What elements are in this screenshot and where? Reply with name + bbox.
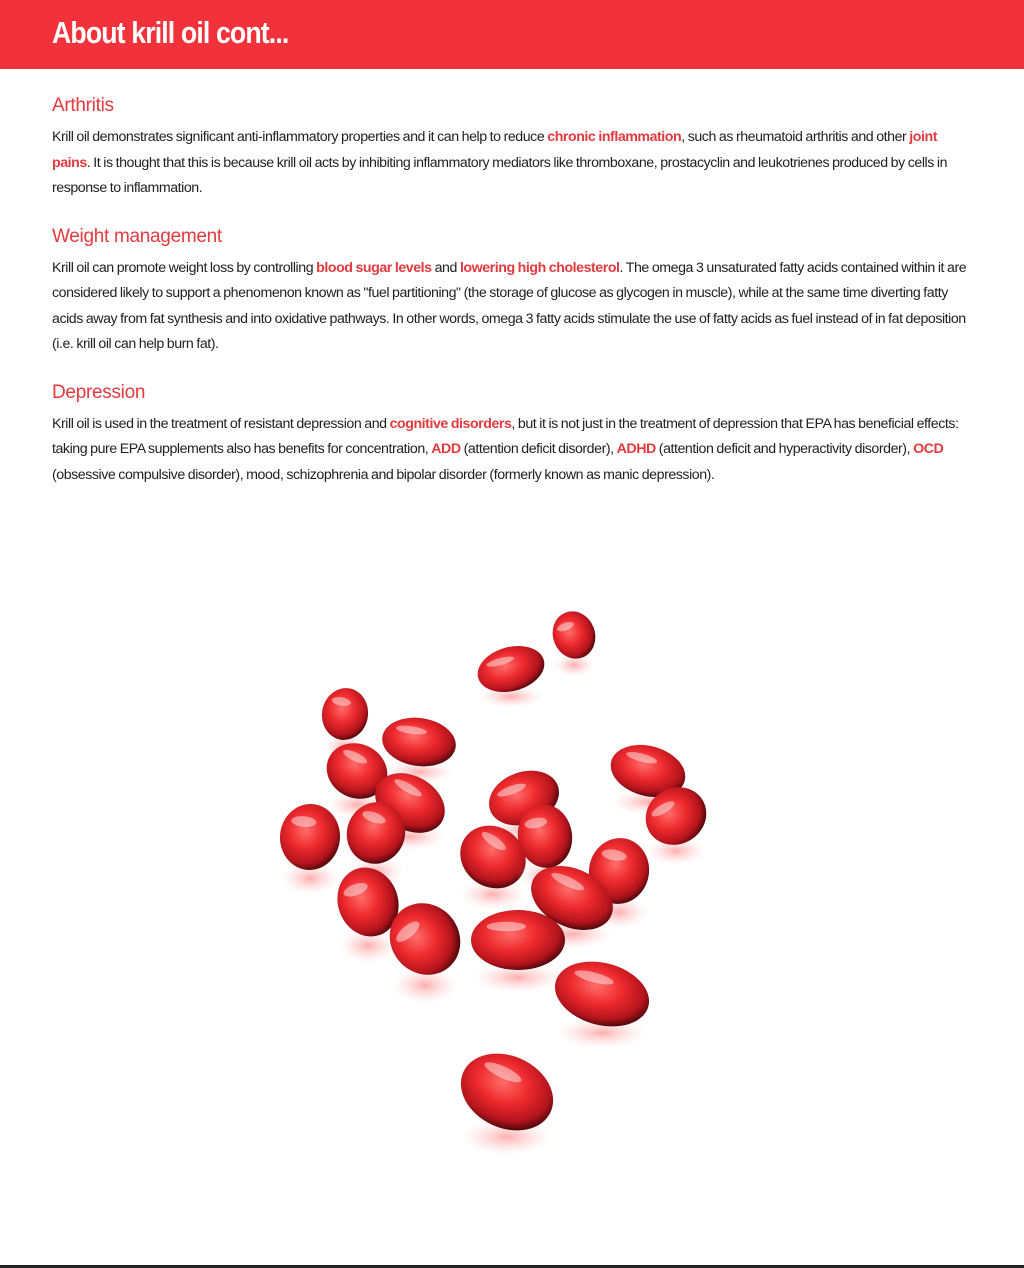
krill-oil-capsules-image (0, 540, 1024, 1260)
page-title: About krill oil cont... (52, 15, 289, 50)
section-heading: Depression (52, 381, 146, 403)
section-weight-management (52, 223, 972, 358)
section-heading: Weight management (52, 225, 222, 247)
highlighted-term: blood sugar levels (316, 259, 432, 276)
section-body (52, 412, 972, 489)
highlighted-term: cognitive disorders (389, 415, 512, 432)
capsule-group (277, 605, 717, 1157)
section-depression (52, 379, 972, 489)
body-text: , such as rheumatoid arthritis and other (681, 129, 910, 145)
section-body (52, 256, 972, 358)
highlighted-term: lowering high cholesterol (459, 259, 620, 276)
body-text: Krill oil is used in the treatment of resistant depression and (52, 415, 390, 432)
page-header (0, 0, 1024, 69)
body-text: (attention deficit disorder), (460, 441, 617, 457)
capsule (546, 605, 602, 664)
body-text: . It is thought that this is because krill oil acts by inhibiting inflammatory mediators like thromboxane, prostacyclin and leukotrienes produced by cells in response to inflammation. (52, 154, 948, 196)
body-text: (obsessive compulsive disorder), mood, schizophrenia and bipolar disorder (formerly known as manic depression). (52, 466, 715, 483)
capsule (318, 684, 372, 743)
section-arthritis (52, 92, 972, 202)
body-text: . The omega 3 unsaturated fatty acids contained within it are considered likely to support a phenomenon known as "fuel partitioning" (the storage of glucose as glycogen in muscle), while at the same time diverting fatty acids away from fat synthesis and into oxidative pathways. In other words, omega 3 fatty acids stimulate the use of fatty acids as fuel instead of in fat deposition (i.e. krill oil can help burn fat). (52, 259, 967, 352)
highlighted-term: joint pains (52, 129, 937, 171)
highlighted-term: chronic inflammation (547, 129, 682, 145)
section-heading: Arthritis (52, 95, 114, 116)
body-text: (attention deficit and hyperactivity disorder), (655, 441, 914, 457)
body-text: Krill oil demonstrates significant anti-inflammatory properties and it can help to reduce (52, 129, 548, 145)
article-content (52, 92, 972, 488)
body-text: , but it is not just in the treatment of depression that EPA has beneficial effects: taking pure EPA supplements also has benefits for concentration, (52, 415, 959, 457)
section-body (52, 125, 972, 202)
capsule (379, 713, 459, 771)
capsule-highlight (487, 922, 526, 932)
highlighted-term: OCD (913, 441, 944, 457)
highlighted-term: ADHD (616, 441, 656, 457)
body-text: and (431, 259, 460, 276)
capsule (471, 910, 565, 970)
highlighted-term: ADD (431, 441, 461, 457)
body-text: Krill oil can promote weight loss by controlling (52, 259, 317, 276)
